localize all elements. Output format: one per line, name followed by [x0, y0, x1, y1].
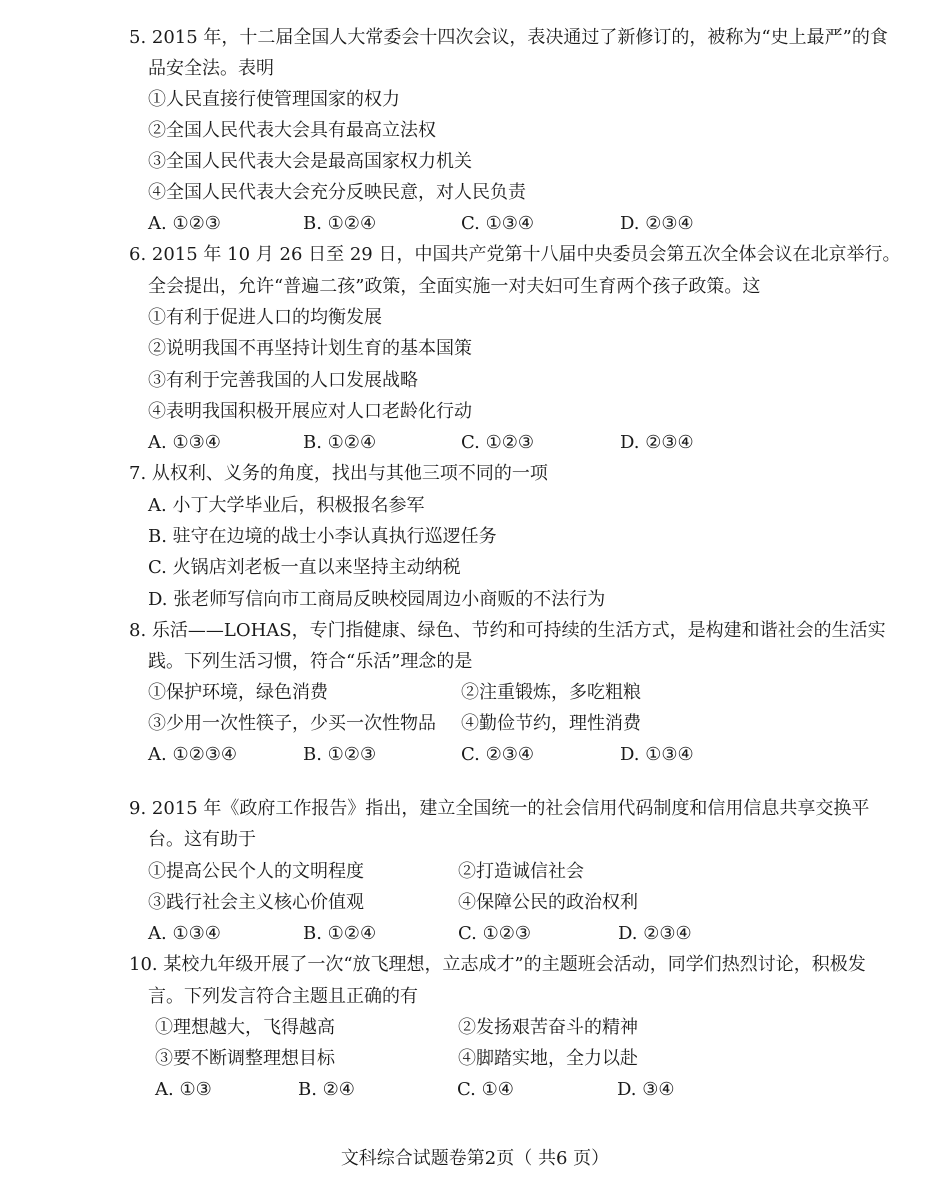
- q9-option-d: D. ②③④: [618, 923, 692, 944]
- q9-statement-4: ④保障公民的政治权利: [458, 892, 638, 913]
- q6-options: [148, 432, 848, 456]
- q6-option-a: A. ①③④: [148, 432, 221, 453]
- q5-statement-1: ①人民直接行使管理国家的权力: [148, 89, 400, 110]
- q5-option-b: B. ①②④: [303, 213, 377, 234]
- q9-statement-1: ①提高公民个人的文明程度: [148, 861, 364, 882]
- q5-option-d: D. ②③④: [620, 213, 694, 234]
- q10-option-a: A. ①③: [155, 1079, 212, 1100]
- q8-stem-line-2: 践。下列生活习惯，符合“乐活”理念的是: [148, 651, 473, 672]
- q9-option-c: C. ①②③: [458, 923, 531, 944]
- q6-option-c: C. ①②③: [461, 432, 534, 453]
- q6-stem-line-1: 6. 2015 年 10 月 26 日至 29 日，中国共产党第十八届中央委员会第五次全体会议在北京举行。: [129, 244, 901, 265]
- q6-option-b: B. ①②④: [303, 432, 377, 453]
- q8-option-b: B. ①②③: [303, 744, 377, 765]
- q5-statement-2: ②全国人民代表大会具有最高立法权: [148, 120, 436, 141]
- q5-stem-line-2: 品安全法。表明: [148, 58, 274, 79]
- page-footer: 文科综合试题卷第2页（ 共6 页）: [340, 1148, 610, 1169]
- q10-option-b: B. ②④: [298, 1079, 355, 1100]
- q10-stem-line-2: 言。下列发言符合主题且正确的有: [148, 986, 418, 1007]
- q7-option-b: B. 驻守在边境的战士小李认真执行巡逻任务: [148, 526, 497, 547]
- q6-statement-4: ④表明我国积极开展应对人口老龄化行动: [148, 401, 472, 422]
- q10-statement-1: ①理想越大，飞得越高: [155, 1017, 335, 1038]
- q8-statement-4: ④勤俭节约，理性消费: [461, 713, 641, 734]
- q8-option-d: D. ①③④: [620, 744, 694, 765]
- q9-statement-2: ②打造诚信社会: [458, 861, 584, 882]
- q5-option-a: A. ①②③: [148, 213, 221, 234]
- q5-statement-4: ④全国人民代表大会充分反映民意，对人民负责: [148, 182, 526, 203]
- q10-statement-3: ③要不断调整理想目标: [155, 1048, 335, 1069]
- q10-options: [155, 1079, 855, 1103]
- q8-statement-3: ③少用一次性筷子，少买一次性物品: [148, 713, 436, 734]
- q9-option-a: A. ①③④: [148, 923, 221, 944]
- q10-statement-4: ④脚踏实地，全力以赴: [458, 1048, 638, 1069]
- q10-stem-line-1: 10. 某校九年级开展了一次“放飞理想，立志成才”的主题班会活动，同学们热烈讨论，积极发: [129, 954, 866, 975]
- q8-option-c: C. ②③④: [461, 744, 534, 765]
- q6-statement-1: ①有利于促进人口的均衡发展: [148, 307, 382, 328]
- q6-statement-2: ②说明我国不再坚持计划生育的基本国策: [148, 338, 472, 359]
- q9-option-b: B. ①②④: [303, 923, 377, 944]
- q9-options: [148, 923, 848, 947]
- q5-options: [148, 213, 848, 237]
- q8-statement-2: ②注重锻炼，多吃粗粮: [461, 682, 641, 703]
- q5-stem-line-1: 5. 2015 年，十二届全国人大常委会十四次会议，表决通过了新修订的，被称为“史上最严”的食: [129, 27, 888, 48]
- q5-option-c: C. ①③④: [461, 213, 534, 234]
- q8-stem-line-1: 8. 乐活——LOHAS，专门指健康、绿色、节约和可持续的生活方式，是构建和谐社会的生活实: [129, 620, 886, 641]
- q6-statement-3: ③有利于完善我国的人口发展战略: [148, 370, 418, 391]
- q7-option-c: C. 火锅店刘老板一直以来坚持主动纳税: [148, 557, 461, 578]
- q7-stem-line-1: 7. 从权利、义务的角度，找出与其他三项不同的一项: [129, 463, 548, 484]
- q9-stem-line-1: 9. 2015 年《政府工作报告》指出，建立全国统一的社会信用代码制度和信用信息共享交换平: [129, 798, 870, 819]
- q9-statement-3: ③践行社会主义核心价值观: [148, 892, 364, 913]
- q8-options: [148, 744, 848, 768]
- q9-stem-line-2: 台。这有助于: [148, 829, 256, 850]
- q6-stem-line-2: 全会提出，允许“普遍二孩”政策，全面实施一对夫妇可生育两个孩子政策。这: [148, 276, 761, 297]
- q10-option-d: D. ③④: [617, 1079, 675, 1100]
- q7-option-d: D. 张老师写信向市工商局反映校园周边小商贩的不法行为: [148, 589, 606, 610]
- q5-statement-3: ③全国人民代表大会是最高国家权力机关: [148, 151, 472, 172]
- q10-statement-2: ②发扬艰苦奋斗的精神: [458, 1017, 638, 1038]
- q10-option-c: C. ①④: [457, 1079, 514, 1100]
- q6-option-d: D. ②③④: [620, 432, 694, 453]
- q8-statement-1: ①保护环境，绿色消费: [148, 682, 328, 703]
- q8-option-a: A. ①②③④: [148, 744, 237, 765]
- q7-option-a: A. 小丁大学毕业后，积极报名参军: [148, 495, 425, 516]
